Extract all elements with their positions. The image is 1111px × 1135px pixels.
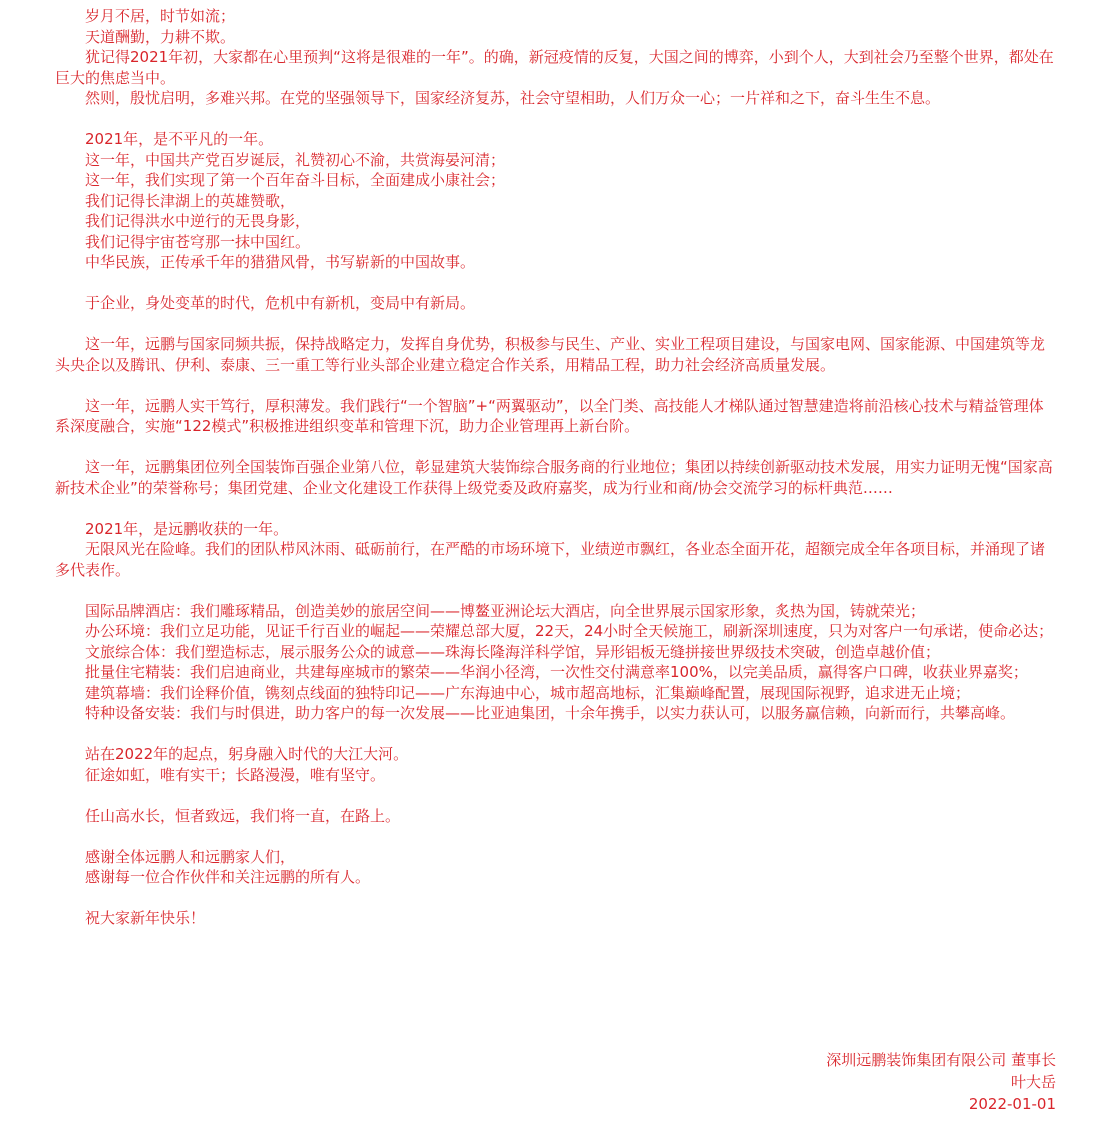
letter-paragraph: 文旅综合体：我们塑造标志，展示服务公众的诚意——珠海长隆海洋科学馆，异形铝板无缝拼接世界级技术突破，创造卓越价值； [85,642,941,661]
letter-paragraph: 天道酬勤，力耕不欺。 [85,27,236,46]
letter-paragraph: 于企业，身处变革的时代，危机中有新机，变局中有新局。 [85,294,476,312]
letter-paragraph: 国际品牌酒店：我们雕琢精品，创造美妙的旅居空间——博鳌亚洲论坛大酒店，向全世界展示国家形象，炙热为国，铸就荣光； [85,601,926,620]
paragraph-gap [55,724,1055,745]
letter-paragraph: 建筑幕墙：我们诠释价值，镌刻点线面的独特印记——广东海迪中心，城市超高地标，汇集巅峰配置，展现国际视野，追求进无止境； [85,683,971,702]
letter-paragraph: 岁月不居，时节如流； [85,7,236,25]
letter-paragraph: 2021年，是不平凡的一年。 [85,130,274,148]
paragraph-gap [55,273,1055,294]
letter-paragraph: 犹记得2021年初，大家都在心里预判“这将是很难的一年”。的确，新冠疫情的反复，大国之间的博弈，小到个人，大到社会乃至整个世界，都处在巨大的焦虑当中。 [55,48,1054,87]
letter-paragraph: 我们记得洪水中逆行的无畏身影， [85,212,311,230]
signature-block [826,1049,1056,1115]
paragraph-gap [55,785,1055,806]
paragraph-gap [55,437,1055,458]
letter-paragraph: 站在2022年的起点，躬身融入时代的大江大河。 [85,745,409,763]
letter-paragraph: 特种设备安装：我们与时俱进，助力客户的每一次发展——比亚迪集团，十余年携手，以实力获认可，以服务赢信赖，向新而行，共攀高峰。 [85,704,1016,722]
letter-paragraph: 2021年，是远鹏收获的一年。 [85,519,289,538]
signature-name: 叶大岳 [1010,1073,1056,1091]
paragraph-gap [55,888,1055,909]
letter-paragraph: 办公环境：我们立足功能，见证千行百业的崛起——荣耀总部大厦，22天，24小时全天候施工，刷新深圳速度，只为对客户一句承诺，使命必达； [85,622,1054,640]
letter-paragraph: 无限风光在险峰。我们的团队栉风沐雨、砥砺前行，在严酷的市场环境下，业绩逆市飘红，各业态全面开花，超额完成全年各项目标，并涌现了诸多代表作。 [55,540,1046,579]
letter-paragraph: 这一年，远鹏人实干笃行，厚积薄发。我们践行“一个智脑”+“两翼驱动”，以全门类、高技能人才梯队通过智慧建造将前沿核心技术与精益管理体系深度融合，实施“122模式”积极推进组织变革和管理下沉，助力企业管理再上新台阶。 [55,396,1044,435]
letter-paragraph: 任山高水长，恒者致远，我们将一直，在路上。 [85,806,401,825]
letter-paragraph: 我们记得宇宙苍穹那一抹中国红。 [85,232,311,251]
letter-paragraph: 批量住宅精装：我们启迪商业，共建每座城市的繁荣——华润小径湾，一次性交付满意率100%，以完美品质，赢得客户口碑，收获业界嘉奖； [85,663,1028,681]
letter-paragraph: 征途如虹，唯有实干；长路漫漫，唯有坚守。 [85,765,386,784]
letter-paragraph: 这一年，中国共产党百岁诞辰，礼赞初心不渝，共赏海晏河清； [85,150,506,169]
paragraph-gap [55,314,1055,335]
letter-paragraph: 然则，殷忧启明，多难兴邦。在党的坚强领导下，国家经济复苏，社会守望相助，人们万众一心；一片祥和之下，奋斗生生不息。 [85,89,941,107]
signature-date: 2022-01-01 [968,1095,1056,1113]
letter-body [55,6,1055,929]
letter-paragraph: 中华民族，正传承千年的猎猎风骨，书写崭新的中国故事。 [85,253,476,271]
paragraph-gap [55,375,1055,396]
letter-paragraph: 感谢全体远鹏人和远鹏家人们， [85,847,296,866]
paragraph-gap [55,580,1055,601]
letter-paragraph: 我们记得长津湖上的英雄赞歌， [85,191,296,210]
letter-paragraph: 这一年，我们实现了第一个百年奋斗目标，全面建成小康社会； [85,171,506,189]
paragraph-gap [55,109,1055,130]
letter-paragraph: 感谢每一位合作伙伴和关注远鹏的所有人。 [85,868,371,886]
paragraph-gap [55,498,1055,519]
letter-paragraph: 这一年，远鹏与国家同频共振，保持战略定力，发挥自身优势，积极参与民生、产业、实业工程项目建设，与国家电网、国家能源、中国建筑等龙头央企以及腾讯、伊利、泰康、三一重工等行业头部企业建立稳定合作关系，用精品工程，助力社会经济高质量发展。 [55,335,1046,374]
letter-paragraph: 祝大家新年快乐！ [85,909,206,927]
signature-company-title: 深圳远鹏装饰集团有限公司 董事长 [826,1051,1056,1069]
letter-paragraph: 这一年，远鹏集团位列全国装饰百强企业第八位，彰显建筑大装饰综合服务商的行业地位；集团以持续创新驱动技术发展，用实力证明无愧“国家高新技术企业”的荣誉称号；集团党建、企业文化建设工作获得上级党委及政府嘉奖，成为行业和商/协会交流学习的标杆典范…… [55,458,1053,497]
paragraph-gap [55,826,1055,847]
